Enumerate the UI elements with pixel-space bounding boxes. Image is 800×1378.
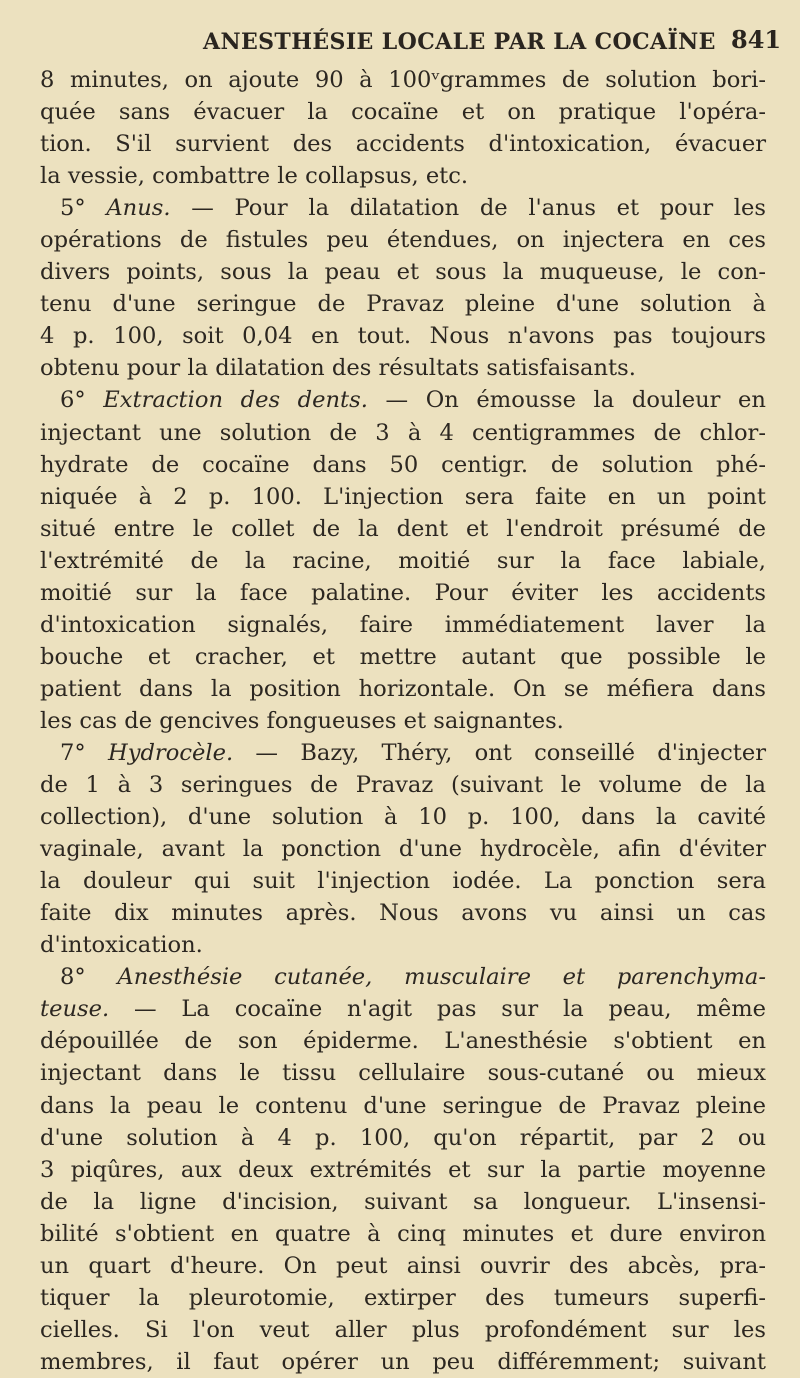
text-line: hydrate de cocaïne dans 50 centigr. de solution phé- (40, 451, 766, 478)
text-line: bilité s'obtient en quatre à cinq minutes et dure environ (40, 1220, 766, 1247)
text-line: la vessie, combattre le collapsus, etc. (40, 163, 469, 190)
text-line: faite dix minutes après. Nous avons vu ainsi un cas (40, 900, 766, 927)
text-line: patient dans la position horizontale. On se méfiera dans (40, 675, 766, 702)
text-line: 3 piqûres, aux deux extrémités et sur la partie moyenne (40, 1156, 766, 1183)
text-line: opérations de fistules peu étendues, on injectera en ces (40, 227, 766, 254)
text-line: moitié sur la face palatine. Pour éviter les accidents (40, 579, 766, 606)
line-text: — Bazy, Théry, ont conseillé d'injecter (233, 739, 766, 766)
line-text: — La cocaïne n'agit pas sur la peau, même (109, 996, 766, 1023)
text-line: divers points, sous la peau et sous la muqueuse, le con- (40, 259, 766, 286)
text-line: dépouillée de son épiderme. L'anesthésie s'obtient en (40, 1028, 766, 1055)
text-line: injectant une solution de 3 à 4 centigrammes de chlor- (40, 419, 766, 446)
section-heading: Hydrocèle. (107, 739, 234, 766)
text-line: l'extrémité de la racine, moitié sur la face labiale, (40, 547, 766, 574)
text-line (40, 384, 766, 416)
section-heading: Anesthésie cutanée, musculaire et parenchyma- (117, 964, 766, 991)
body-text (40, 64, 766, 1378)
text-line: de 1 à 3 seringues de Pravaz (suivant le volume de la (40, 772, 766, 799)
text-line: obtenu pour la dilatation des résultats satisfaisants. (40, 355, 636, 382)
text-line: membres, il faut opérer un peu différemment; suivant (40, 1348, 766, 1375)
section-number: 7° (60, 739, 108, 766)
text-line (40, 961, 766, 993)
line-text: — Pour la dilatation de l'anus et pour les (170, 195, 766, 222)
text-line: d'intoxication. (40, 932, 203, 959)
text-line: d'intoxication signalés, faire immédiatement laver la (40, 611, 766, 638)
text-line: de la ligne d'incision, suivant sa longueur. L'insensi- (40, 1188, 766, 1215)
text-line: tenu d'une seringue de Pravaz pleine d'une solution à (40, 291, 766, 318)
text-line: situé entre le collet de la dent et l'endroit présumé de (40, 515, 766, 542)
section-number: 8° (60, 964, 118, 991)
section-number: 6° (60, 387, 104, 414)
text-line: un quart d'heure. On peut ainsi ouvrir des abcès, pra- (40, 1252, 766, 1279)
line-text: — On émousse la douleur en (367, 387, 766, 414)
text-line: collection), d'une solution à 10 p. 100, dans la cavité (40, 804, 766, 831)
text-line: tion. S'il survient des accidents d'intoxication, évacuer (40, 131, 766, 158)
section-heading: teuse. (40, 996, 110, 1023)
text-line: 4 p. 100, soit 0,04 en tout. Nous n'avons pas toujours (40, 323, 766, 350)
text-line: 8 minutes, on ajoute 90 à 100ᵛgrammes de solution bori- (40, 67, 766, 93)
text-line: dans la peau le contenu d'une seringue de Pravaz pleine (40, 1092, 766, 1119)
page-header (0, 20, 800, 60)
text-line: tiquer la pleurotomie, extirper des tumeurs superfi- (40, 1284, 766, 1311)
section-number: 5° (60, 195, 107, 222)
text-line: cielles. Si l'on veut aller plus profondément sur les (40, 1316, 766, 1343)
text-line: vaginale, avant la ponction d'une hydrocèle, afin d'éviter (40, 836, 766, 863)
text-line: les cas de gencives fongueuses et saignantes. (40, 707, 564, 734)
text-line (40, 737, 766, 769)
text-line: injectant dans le tissu cellulaire sous-cutané ou mieux (40, 1060, 766, 1087)
text-line: niquée à 2 p. 100. L'injection sera faite en un point (40, 483, 766, 510)
section-heading: Extraction des dents. (103, 387, 368, 414)
text-line: d'une solution à 4 p. 100, qu'on répartit, par 2 ou (40, 1124, 766, 1151)
text-line: la douleur qui suit l'injection iodée. La ponction sera (40, 868, 766, 895)
page-number: 841 (731, 25, 782, 54)
text-line: bouche et cracher, et mettre autant que possible le (40, 643, 766, 670)
text-line (40, 993, 766, 1025)
running-title: ANESTHÉSIE LOCALE PAR LA COCAÏNE (203, 29, 716, 55)
text-line (40, 192, 766, 224)
section-heading: Anus. (106, 195, 171, 222)
text-line: quée sans évacuer la cocaïne et on pratique l'opéra- (40, 99, 766, 126)
